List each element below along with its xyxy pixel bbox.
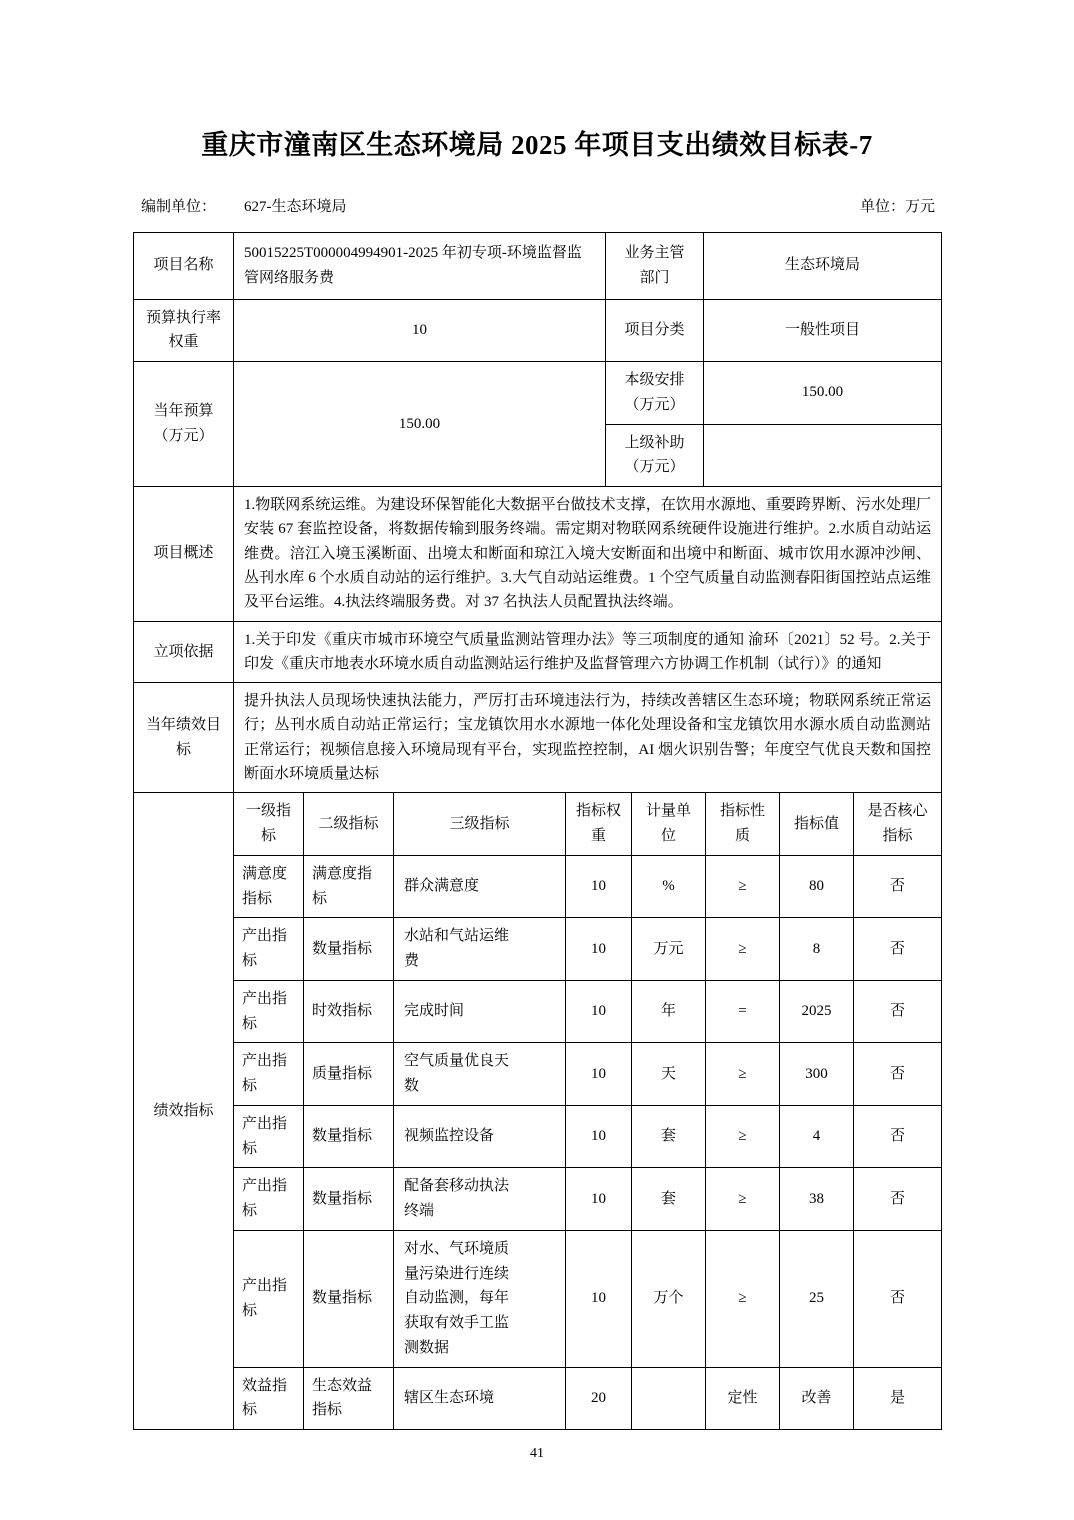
header-value: 指标值 <box>780 793 854 856</box>
exec-rate-label: 预算执行率权重 <box>134 299 234 362</box>
category-value: 一般性项目 <box>704 299 942 362</box>
indicator-level1: 产出指标 <box>234 918 304 981</box>
indicators-section-label: 绩效指标 <box>134 793 234 1430</box>
prepared-by-value: 627-生态环境局 <box>244 199 347 216</box>
indicator-nature: ≥ <box>706 918 780 981</box>
row-project-name <box>134 233 942 300</box>
indicator-weight: 10 <box>566 1230 632 1367</box>
project-name-label: 项目名称 <box>134 233 234 300</box>
indicator-row <box>134 1230 942 1367</box>
superior-budget-value <box>704 424 942 487</box>
dept-value: 生态环境局 <box>704 233 942 300</box>
goal-label: 当年绩效目标 <box>134 683 234 793</box>
indicator-level1: 产出指标 <box>234 980 304 1043</box>
indicator-weight: 10 <box>566 1168 632 1231</box>
indicator-unit: 套 <box>632 1105 706 1168</box>
indicator-level2: 生态效益指标 <box>304 1367 394 1430</box>
indicator-level2: 时效指标 <box>304 980 394 1043</box>
indicator-unit <box>632 1367 706 1430</box>
indicator-row <box>134 1168 942 1231</box>
indicator-unit: 万元 <box>632 918 706 981</box>
row-exec-rate <box>134 299 942 362</box>
indicator-level3: 群众满意度 <box>394 855 566 918</box>
indicator-level1: 满意度指标 <box>234 855 304 918</box>
indicator-value: 25 <box>780 1230 854 1367</box>
indicator-level2: 数量指标 <box>304 1105 394 1168</box>
header-level1: 一级指标 <box>234 793 304 856</box>
local-budget-label: 本级安排（万元） <box>606 362 704 425</box>
indicator-core: 否 <box>854 1168 942 1231</box>
indicator-row <box>134 855 942 918</box>
project-name-value: 50015225T000004994901-2025 年初专项-环境监督监管网络服务费 <box>234 233 606 300</box>
indicator-row <box>134 918 942 981</box>
header-level3: 三级指标 <box>394 793 566 856</box>
overview-label: 项目概述 <box>134 487 234 621</box>
overview-text: 1.物联网系统运维。为建设环保智能化大数据平台做技术支撑，在饮用水源地、重要跨界断、污水处理厂安装 67 套监控设备，将数据传输到服务终端。需定期对物联网系统硬件设施进行维护。2.水质自动站运维费。涪江入境玉溪断面、出境太和断面和琼江入境大安断面和出境中和断面、城市饮用水源冲沙闸、丛刊水库 6 个水质自动站的运行维护。3.大气自动站运维费。1 个空气质量自动监测春阳街国控站点运维及平台运维。4.执法终端服务费。对 37 名执法人员配置执法终端。 <box>234 487 942 621</box>
indicator-core: 否 <box>854 1043 942 1106</box>
indicator-level1: 产出指标 <box>234 1168 304 1231</box>
indicator-unit: 年 <box>632 980 706 1043</box>
superior-budget-label: 上级补助（万元） <box>606 424 704 487</box>
indicator-level2: 数量指标 <box>304 1230 394 1367</box>
indicator-row <box>134 1367 942 1430</box>
indicator-row <box>134 1043 942 1106</box>
row-basis <box>134 621 942 683</box>
header-unit: 计量单位 <box>632 793 706 856</box>
year-budget-label: 当年预算（万元） <box>134 362 234 487</box>
row-budget-local <box>134 362 942 425</box>
indicator-weight: 10 <box>566 980 632 1043</box>
indicator-weight: 10 <box>566 918 632 981</box>
indicator-value: 改善 <box>780 1367 854 1430</box>
indicator-weight: 10 <box>566 855 632 918</box>
indicator-level3: 辖区生态环境 <box>394 1367 566 1430</box>
dept-label: 业务主管部门 <box>606 233 704 300</box>
indicator-nature: ≥ <box>706 1105 780 1168</box>
indicator-unit: 万个 <box>632 1230 706 1367</box>
indicator-level3: 空气质量优良天数 <box>394 1043 566 1106</box>
indicator-row <box>134 1105 942 1168</box>
row-overview <box>134 487 942 621</box>
year-budget-value: 150.00 <box>234 362 606 487</box>
prepared-by <box>141 195 347 216</box>
prepared-by-label: 编制单位： <box>141 199 217 216</box>
indicator-value: 8 <box>780 918 854 981</box>
indicator-weight: 10 <box>566 1043 632 1106</box>
indicator-level1: 产出指标 <box>234 1230 304 1367</box>
indicator-nature: 定性 <box>706 1367 780 1430</box>
indicators-table <box>133 792 942 1430</box>
indicator-level1: 效益指标 <box>234 1367 304 1430</box>
unit-label: 单位：万元 <box>859 199 935 216</box>
indicator-weight: 10 <box>566 1105 632 1168</box>
page-title: 重庆市潼南区生态环境局 2025 年项目支出绩效目标表-7 <box>201 130 873 160</box>
indicator-row <box>134 980 942 1043</box>
indicator-level1: 产出指标 <box>234 1105 304 1168</box>
indicator-core: 是 <box>854 1367 942 1430</box>
local-budget-value: 150.00 <box>704 362 942 425</box>
basis-label: 立项依据 <box>134 621 234 683</box>
indicator-weight: 20 <box>566 1367 632 1430</box>
meta-row <box>133 195 941 216</box>
indicator-nature: = <box>706 980 780 1043</box>
indicator-level2: 满意度指标 <box>304 855 394 918</box>
goal-text: 提升执法人员现场快速执法能力，严厉打击环境违法行为，持续改善辖区生态环境；物联网系统正常运行；丛刊水质自动站正常运行；宝龙镇饮用水水源地一体化处理设备和宝龙镇饮用水源水质自动监测站正常运行；视频信息接入环境局现有平台，实现监控控制，AI 烟火识别告警；年度空气优良天数和国控断面水环境质量达标 <box>234 683 942 793</box>
header-nature: 指标性质 <box>706 793 780 856</box>
indicator-core: 否 <box>854 1105 942 1168</box>
header-weight: 指标权重 <box>566 793 632 856</box>
row-goal <box>134 683 942 793</box>
indicator-unit: 天 <box>632 1043 706 1106</box>
indicator-value: 4 <box>780 1105 854 1168</box>
indicator-level3: 水站和气站运维费 <box>394 918 566 981</box>
indicator-core: 否 <box>854 918 942 981</box>
header-core: 是否核心指标 <box>854 793 942 856</box>
indicator-level2: 数量指标 <box>304 1168 394 1231</box>
indicator-level3: 对水、气环境质量污染进行连续自动监测，每年获取有效手工监测数据 <box>394 1230 566 1367</box>
indicator-core: 否 <box>854 1230 942 1367</box>
indicators-header-row <box>134 793 942 856</box>
page-number: 41 <box>530 1446 544 1461</box>
indicator-level2: 数量指标 <box>304 918 394 981</box>
indicator-nature: ≥ <box>706 855 780 918</box>
exec-rate-value: 10 <box>234 299 606 362</box>
indicator-level3: 完成时间 <box>394 980 566 1043</box>
indicator-value: 80 <box>780 855 854 918</box>
indicator-value: 300 <box>780 1043 854 1106</box>
indicator-value: 38 <box>780 1168 854 1231</box>
info-table <box>133 232 942 793</box>
indicator-level3: 视频监控设备 <box>394 1105 566 1168</box>
basis-text: 1.关于印发《重庆市城市环境空气质量监测站管理办法》等三项制度的通知 渝环〔2021〕52 号。2.关于印发《重庆市地表水环境水质自动监测站运行维护及监督管理六方协调工作机制（试行）》的通知 <box>234 621 942 683</box>
indicator-nature: ≥ <box>706 1230 780 1367</box>
indicator-nature: ≥ <box>706 1043 780 1106</box>
header-level2: 二级指标 <box>304 793 394 856</box>
indicator-core: 否 <box>854 980 942 1043</box>
indicator-unit: % <box>632 855 706 918</box>
indicator-nature: ≥ <box>706 1168 780 1231</box>
indicator-value: 2025 <box>780 980 854 1043</box>
indicator-unit: 套 <box>632 1168 706 1231</box>
indicator-core: 否 <box>854 855 942 918</box>
indicator-level1: 产出指标 <box>234 1043 304 1106</box>
indicator-level2: 质量指标 <box>304 1043 394 1106</box>
category-label: 项目分类 <box>606 299 704 362</box>
indicator-level3: 配备套移动执法终端 <box>394 1168 566 1231</box>
